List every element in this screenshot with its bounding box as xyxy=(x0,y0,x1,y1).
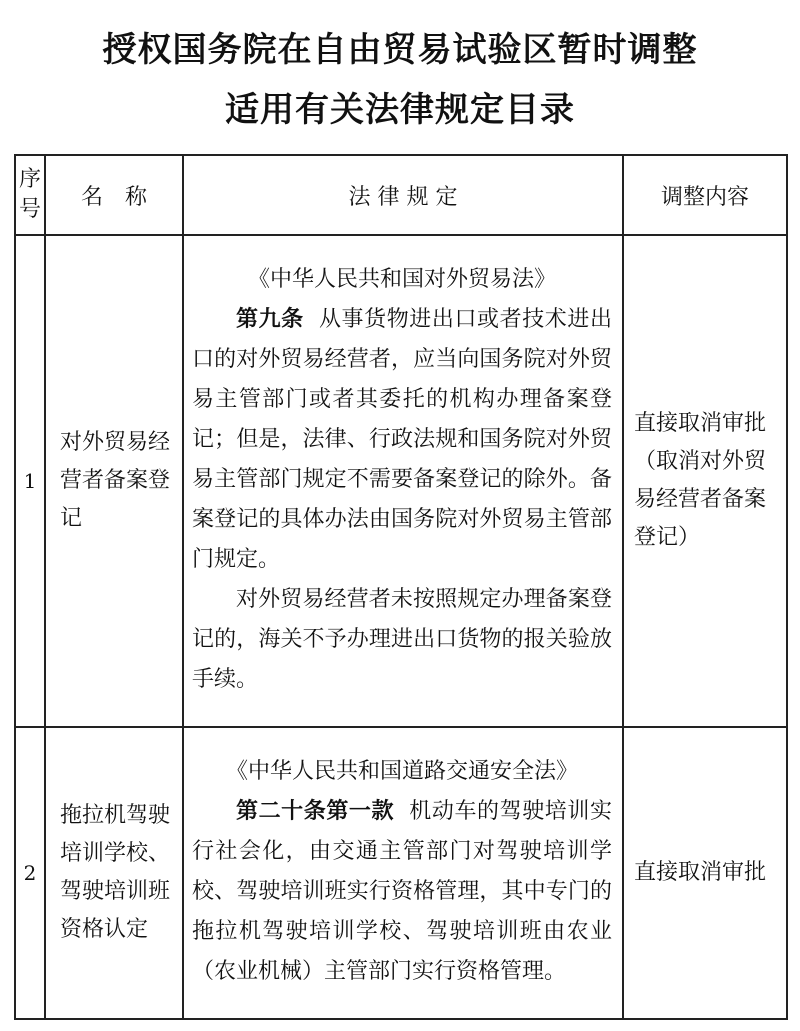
law-article-paragraph xyxy=(192,300,612,580)
article-text: 机动车的驾驶培训实行社会化，由交通主管部门对驾驶培训学校、驾驶培训班实行资格管理，其中专门的拖拉机驾驶培训学校、驾驶培训班由农业（农业机械）主管部门实行资格管理。 xyxy=(192,799,612,984)
document-title-line2: 适用有关法律规定目录 xyxy=(225,90,575,130)
table-row xyxy=(15,727,787,1019)
header-seq: 序号 xyxy=(15,155,45,235)
table-row xyxy=(15,235,787,727)
law-title: 《中华人民共和国对外贸易法》 xyxy=(247,267,556,292)
header-adjust: 调整内容 xyxy=(623,155,787,235)
law-title: 《中华人民共和国道路交通安全法》 xyxy=(225,759,578,784)
row-adjust: 直接取消审批 xyxy=(623,727,787,1019)
article-label: 第二十条第一款 xyxy=(236,799,395,824)
header-name: 名 称 xyxy=(45,155,183,235)
row-law xyxy=(183,727,623,1019)
article-label: 第九条 xyxy=(236,307,304,332)
law-article-paragraph xyxy=(192,792,612,992)
table-header-row xyxy=(15,155,787,235)
row-name: 拖拉机驾驶培训学校、驾驶培训班资格认定 xyxy=(45,727,183,1019)
catalog-table xyxy=(14,154,788,1020)
row-adjust: 直接取消审批（取消对外贸易经营者备案登记） xyxy=(623,235,787,727)
row-seq: 2 xyxy=(15,727,45,1019)
document-title-line1: 授权国务院在自由贸易试验区暂时调整 xyxy=(102,30,698,70)
row-seq: 1 xyxy=(15,235,45,727)
article-text: 从事货物进出口或者技术进出口的对外贸易经营者，应当向国务院对外贸易主管部门或者其委托的机构办理备案登记；但是，法律、行政法规和国务院对外贸易主管部门规定不需要备案登记的除外。备案登记的具体办法由国务院对外贸易主管部门规定。 xyxy=(192,307,612,572)
header-law: 法 律 规 定 xyxy=(183,155,623,235)
law-paragraph: 对外贸易经营者未按照规定办理备案登记的，海关不予办理进出口货物的报关验放手续。 xyxy=(192,587,612,692)
row-law xyxy=(183,235,623,727)
row-name: 对外贸易经营者备案登记 xyxy=(45,235,183,727)
